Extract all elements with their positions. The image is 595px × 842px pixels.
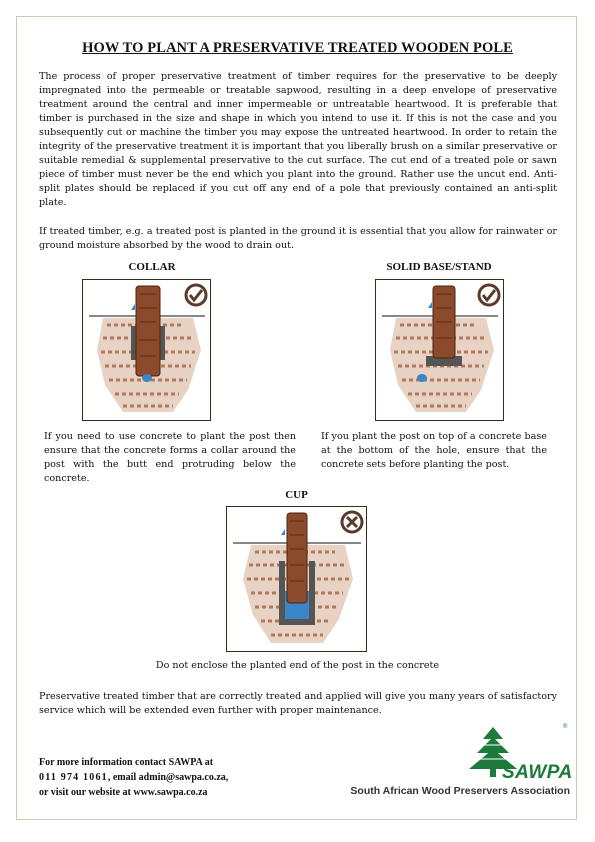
registered-mark: ® xyxy=(563,724,568,730)
base-figure xyxy=(375,279,504,421)
base-caption: If you plant the post on top of a concrete base at the bottom of the hole, ensure that the concrete sets before planting the post. xyxy=(321,431,547,470)
collar-figure-title: COLLAR xyxy=(128,261,176,273)
cup-figure-title: CUP xyxy=(285,489,308,501)
cross-circle-icon xyxy=(227,507,367,652)
page-title: HOW TO PLANT A PRESERVATIVE TREATED WOODEN POLE xyxy=(82,40,513,56)
phone-number[interactable]: 011 974 1061 xyxy=(39,772,108,783)
website-line[interactable]: or visit our website at www.sawpa.co.za xyxy=(39,787,208,798)
check-circle-icon xyxy=(83,280,211,421)
contact-line-1: For more information contact SAWPA at xyxy=(39,757,214,768)
email-text[interactable]: , email admin@sawpa.co.za, xyxy=(107,772,229,783)
cup-caption: Do not enclose the planted end of the post in the concrete xyxy=(155,660,440,671)
logo-wordmark: SAWPA xyxy=(502,762,573,783)
check-circle-icon xyxy=(376,280,504,421)
intro-paragraph: The process of proper preservative treatment of timber requires for the preservative to be deeply impregnated into the permeable or treatable sapwood, resulting in a deep envelope of preservative treatment around the central and inner impermeable or untreatable heartwood. It is preferable that timber is purchased in the size and shape in which you intend to use it. If this is not the case and you subsequently cut or machine the timber you may expose the untreated heartwood. In order to retain the integrity of the preservative treatment it is important that you liberally brush on a similar preservative or suitable remedial & supplemental preservative to the cut surface. The cut end of a treated pole or sawn piece of timber must never be the end which you plant into the ground. Rather use the uncut end. Anti-split plates should be replaced if you cut off any end of a pole that previously contained an anti-split plate. xyxy=(39,71,557,208)
contact-block xyxy=(39,755,228,800)
contact-line-2 xyxy=(39,770,228,785)
base-figure-title: SOLID BASE/STAND xyxy=(386,261,492,273)
collar-caption: If you need to use concrete to plant the post then ensure that the concrete forms a collar around the post with the butt end protruding below the concrete. xyxy=(44,431,296,484)
closing-paragraph: Preservative treated timber that are correctly treated and applied will give you many years of satisfactory service which will be extended even further with proper maintenance. xyxy=(39,691,557,716)
collar-figure xyxy=(82,279,211,421)
cup-figure xyxy=(226,506,367,652)
drainage-paragraph: If treated timber, e.g. a treated post is planted in the ground it is essential that you allow for rainwater or ground moisture absorbed by the wood to drain out. xyxy=(39,226,557,251)
organisation-name: South African Wood Preservers Association xyxy=(350,785,570,797)
